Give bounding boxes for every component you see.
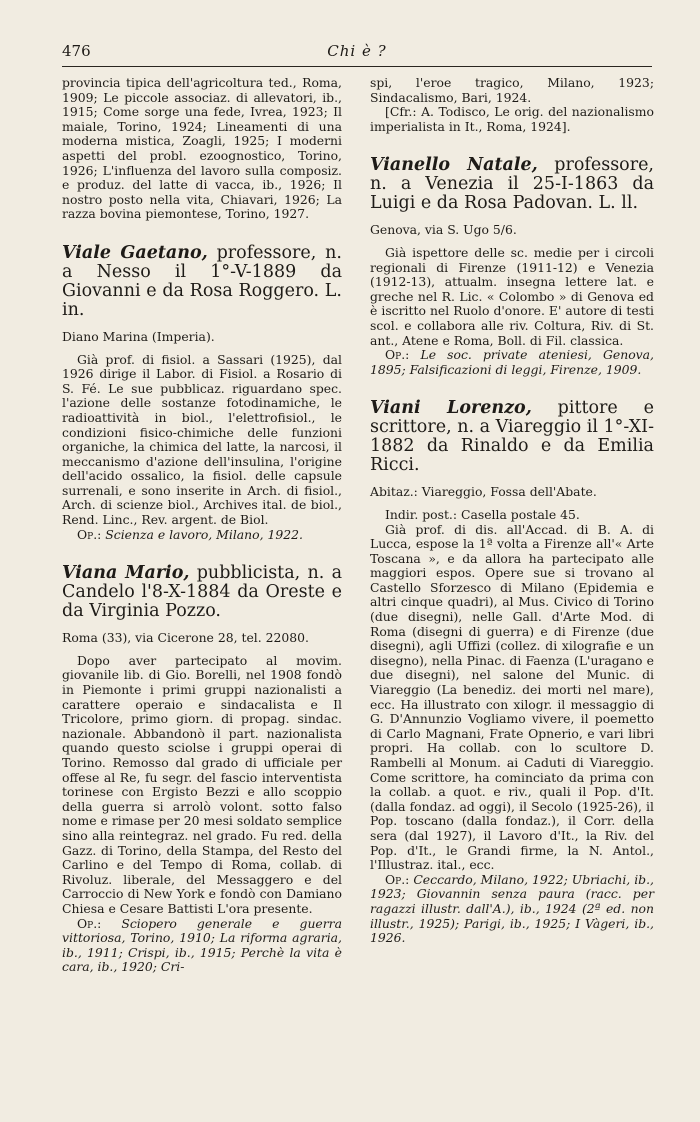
works-list: Sciopero generale e guerra vittoriosa, Torino, 1910; La riforma agraria, ib., 1911; Crispi, ib., 1915; Perchè la vita è cara, ib., 1920; Cri- — [62, 915, 342, 975]
entry-postal-address: Indir. post.: Casella postale 45. — [385, 506, 580, 522]
works-list: Ceccardo, Milano, 1922; Ubriachi, ib., 1923; Giovannin senza paura (racc. per ragazzi illustr. dall'A.), ib., 1924 (2ª ed. non illustr., 1925); Parigi, ib., 1925; I Vàgeri, ib., 1926. — [370, 871, 654, 946]
entry-vianello-natale — [370, 156, 654, 377]
cfr-note: [Cfr.: A. Todisco, Le orig. del nazionalismo imperialista in It., Roma, 1924]. — [370, 104, 654, 134]
entry-viani-lorenzo — [370, 399, 654, 945]
entry-works — [370, 873, 654, 946]
entry-address: Genova, via S. Ugo 5/6. — [370, 222, 517, 238]
entry-heading-text: pittore e scrittore, n. a Viareggio il 1°-XI-1882 da Rinaldo e da Emilia Ricci. — [370, 398, 654, 476]
entry-viana-mario — [62, 564, 342, 975]
entry-heading-text: professore, n. a Nesso il 1°-V-1889 da Giovanni e da Rosa Roggero. L. in. — [62, 242, 342, 320]
works-list: Le soc. private ateniesi, Genova, 1895; Falsificazioni di leggi, Firenze, 1909. — [370, 347, 654, 377]
works-list: Scienza e lavoro, Milano, 1922. — [101, 526, 303, 542]
entry-name: Viana Mario, — [62, 563, 190, 584]
carryover-text: provincia tipica dell'agricoltura ted., Roma, 1909; Le piccole associaz. di allevatori, ib., 1915; Come sorge una fede, Ivrea, 1923; Il maiale, Torino, 1924; Lineamenti di una moderna mistica, Zoagli, 1925; I moderni aspetti del probl. ezoognostico, Torino, 1926; L'influenza del lavoro sulla composiz. e produz. del latte di vacca, ib., 1926; Il nostro posto nella vita, Chiavari, 1926; La razza bovina piemontese, Torino, 1927. — [62, 75, 342, 222]
page-header — [62, 42, 652, 67]
entry-heading-text: professore, n. a Venezia il 25-I-1863 da Luigi e da Rosa Padovan. L. ll. — [370, 155, 654, 214]
entry-name: Vianello Natale, — [370, 155, 538, 176]
entry-name: Viani Lorenzo, — [370, 398, 532, 419]
entry-address: Roma (33), via Cicerone 28, tel. 22080. — [62, 630, 309, 646]
entry-works — [62, 528, 342, 543]
entry-works — [62, 917, 342, 975]
entry-name: Viale Gaetano, — [62, 242, 208, 263]
carryover-text: spi, l'eroe tragico, Milano, 1923; Sindacalismo, Bari, 1924. — [370, 75, 654, 105]
page-number: 476 — [62, 42, 91, 60]
entry-heading — [370, 399, 654, 475]
entry-heading — [370, 156, 654, 213]
works-label: Op.: — [385, 347, 410, 363]
right-column — [370, 76, 654, 946]
left-column — [62, 76, 342, 975]
works-label: Op.: — [77, 526, 102, 542]
running-title: Chi è ? — [327, 42, 387, 60]
entry-heading — [62, 564, 342, 621]
works-label: Op.: — [385, 871, 410, 887]
entry-viale-gaetano — [62, 244, 342, 542]
entry-heading-text: pubblicista, n. a Candelo l'8-X-1884 da Oreste e da Virginia Pozzo. — [62, 563, 343, 622]
works-label: Op.: — [77, 915, 102, 931]
entry-address: Diano Marina (Imperia). — [62, 328, 215, 344]
entry-body: Già ispettore delle sc. medie per i circoli regionali di Firenze (1911-12) e Venezia (1912-13), attualm. insegna lettere lat. e greche nel R. Lic. « Colombo » di Genova ed è iscritto nel Ruolo d'onore. E' autore di testi scol. e collabora alle riv. Coltura, Riv. di St. ant., Atene e Roma, Boll. di Fil. classica. — [370, 244, 654, 348]
entry-body: Già prof. di dis. all'Accad. di B. A. di Lucca, espose la 1ª volta a Firenze all'« Arte Toscana », e da allora ha partecipato alle maggiori espos. Opere sue si trovano al Castello Sforzesco di Milano (Epidemia e altri cinque quadri), al Mus. Civico di Torino (due disegni), nelle Gall. d'Arte Mod. di Roma (disegni di guerra) e di Firenze (due disegni), agli Uffizi (collez. di xilografie e un disegno), nella Pinac. di Faenza (L'uragano e due disegni), nel salone del Munic. di Viareggio (La benediz. dei morti nel mare), ecc. Ha illustrato con xilogr. il messaggio di G. D'Annunzio Vogliamo vivere, il poemetto di Carlo Magnani, Frate Opnerio, e vari libri propri. Ha collab. con lo scultore D. Rambelli al Monum. ai Caduti di Viareggio. Come scrittore, ha cominciato da prima con la collab. a quot. e riv., quali il Pop. d'It. (dalla fondaz. ad oggi), il Secolo (1925-26), il Pop. toscano (dalla fondaz.), il Corr. della sera (dal 1927), il Lavoro d'It., la Riv. del Pop. d'It., le Grandi firme, la N. Antol., l'Illustraz. ital., ecc. — [370, 521, 654, 873]
entry-body: Dopo aver partecipato al movim. giovanile lib. di Gio. Borelli, nel 1908 fondò in Piemonte i primi gruppi nazionalisti a carattere operaio e sindacalista e Il Tricolore, primo giorn. di propag. sindac. nazionale. Abbandonò il part. nazionalista quando questo sciolse i gruppi operai di Torino. Remosso dal grado di ufficiale per offese al Re, fu segr. del fascio interventista torinese con Ergisto Bezzi e allo scoppio della guerra si arrolò volont. sotto falso nome e rimase per 20 mesi soldato semplice sino alla reintegraz. nel grado. Fu red. della Gazz. di Torino, della Stampa, del Resto del Carlino e del Tempo di Roma, collab. di Rivoluz. liberale, del Messaggero e del Carroccio di New York e fondò con Damiano Chiesa e Cesare Battisti L'ora presente. — [62, 652, 342, 916]
entry-address: Abitaz.: Viareggio, Fossa dell'Abate. — [370, 484, 597, 500]
entry-works — [370, 348, 654, 377]
entry-body: Già prof. di fisiol. a Sassari (1925), dal 1926 dirige il Labor. di Fisiol. a Rosario di S. Fé. Le sue pubblicaz. riguardano spec. l'azione delle sostanze fotodinamiche, le radioattività in biol., l'elettrofisiol., le condizioni fisico-chimiche delle funzioni organiche, la chimica del latte, la narcosi, il meccanismo d'azione dell'insulina, l'origine dell'acido ossalico, la fisiol. delle capsule surrenali, e sono inserite in Arch. di fisiol., Arch. di scienze biol., Archives ital. de biol., Rend. Linc., Rev. argent. de Biol. — [62, 351, 342, 528]
entry-heading — [62, 244, 342, 320]
